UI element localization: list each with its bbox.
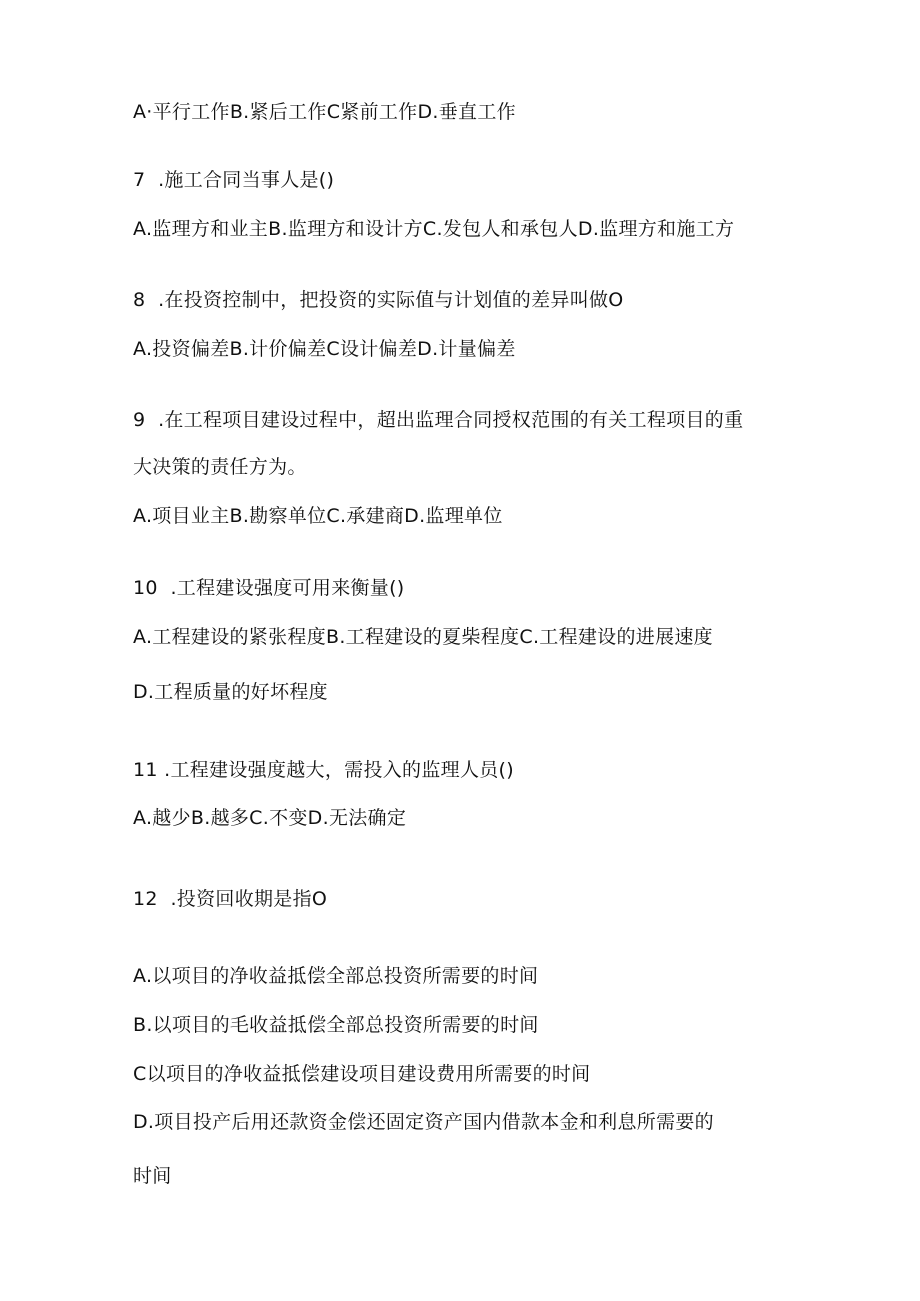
q12-option-d-line1: D.项目投产后用还款资金偿还固定资产国内借款本金和利息所需要的: [133, 1111, 714, 1133]
q12-question: 12 .投资回收期是指O: [133, 888, 328, 910]
q12-option-c: C以项目的净收益抵偿建设项目建设费用所需要的时间: [133, 1063, 591, 1085]
q9-question-line2: 大决策的责任方为。: [133, 456, 307, 478]
q11-options: A.越少B.越多C.不变D.无法确定: [133, 807, 407, 829]
q9-question-line1: 9 .在工程项目建设过程中，超出监理合同授权范围的有关工程项目的重: [133, 409, 744, 431]
q12-option-a: A.以项目的净收益抵偿全部总投资所需要的时间: [133, 965, 539, 987]
q9-options: A.项目业主B.勘察单位C.承建商D.监理单位: [133, 505, 503, 527]
q10-question: 10 .工程建设强度可用来衡量(): [133, 577, 405, 599]
q12-option-d-line2: 时间: [133, 1165, 172, 1187]
q8-question: 8 .在投资控制中，把投资的实际值与计划值的差异叫做O: [133, 289, 624, 311]
q12-option-b: B.以项目的毛收益抵偿全部总投资所需要的时间: [133, 1014, 539, 1036]
q10-options-line2: D.工程质量的好坏程度: [133, 681, 328, 703]
q11-question: 11 .工程建设强度越大，需投入的监理人员(): [133, 759, 514, 781]
q7-question: 7 .施工合同当事人是(): [133, 169, 335, 191]
q8-options: A.投资偏差B.计价偏差C设计偏差D.计量偏差: [133, 338, 516, 360]
q10-options-line1: A.工程建设的紧张程度B.工程建设的夏柴程度C.工程建设的进展速度: [133, 626, 713, 648]
q6-options: A·平行工作B.紧后工作C紧前工作D.垂直工作: [133, 101, 516, 123]
q7-options: A.监理方和业主B.监理方和设计方C.发包人和承包人D.监理方和施工方: [133, 218, 735, 240]
